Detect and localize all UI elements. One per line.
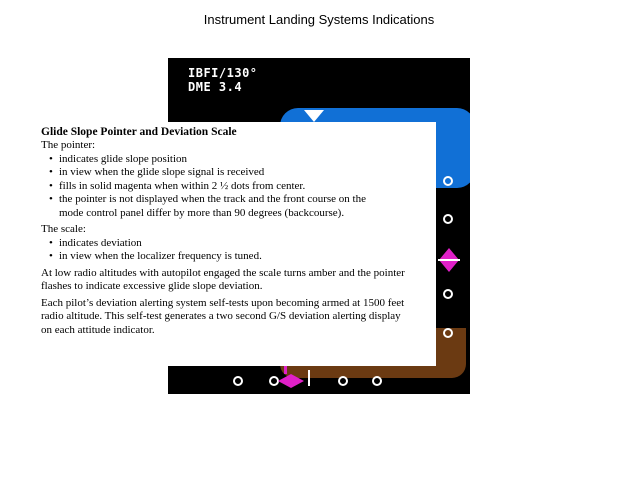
localizer-center-line [308,370,310,386]
pointer-bullet-list [41,153,431,221]
scale-bullet-list [41,237,431,264]
list-item: • in view when the glide slope signal is received [49,166,431,180]
slide-title: Instrument Landing Systems Indications [203,12,435,27]
localizer-scale-dot [233,376,243,386]
localizer-scale-dot [338,376,348,386]
dme-readout: DME 3.4 [188,80,243,94]
paragraph-1-line-2: flashes to indicate excessive glide slope deviation. [41,280,263,292]
list-item: • in view when the localizer frequency is tuned. [49,250,431,264]
description-panel [36,122,436,366]
glide-slope-center-line [438,259,460,261]
paragraph-2-line-3: on each attitude indicator. [41,323,155,336]
paragraph-1-line-1: At low radio altitudes with autopilot engaged the scale turns amber and the pointer [41,266,405,279]
glide-slope-scale-dot [443,328,453,338]
panel-heading: Glide Slope Pointer and Deviation Scale [41,126,237,138]
list-item: • fills in solid magenta when within 2 ½ dots from center. [49,180,431,194]
list-item: • the pointer is not displayed when the track and the front course on the [49,193,431,207]
list-item-continuation: mode control panel differ by more than 90 degrees (backcourse). [59,206,345,219]
pointer-intro: The pointer: [41,139,96,151]
paragraph-2-line-1: Each pilot’s deviation alerting system self-tests upon becoming armed at 1500 feet [41,296,405,309]
glide-slope-scale-dot [443,214,453,224]
paragraph-2-line-2: radio altitude. This self-test generates a two second G/S deviation alerting display [41,310,401,322]
localizer-scale-dot [372,376,382,386]
glide-slope-scale-dot [443,289,453,299]
ils-ident-readout: IBFI/130° [188,66,258,80]
glide-slope-scale-dot [443,176,453,186]
scale-intro: The scale: [41,223,86,235]
list-item: • indicates glide slope position [49,153,431,167]
localizer-pointer-icon [278,374,304,388]
list-item: • indicates deviation [49,237,431,251]
